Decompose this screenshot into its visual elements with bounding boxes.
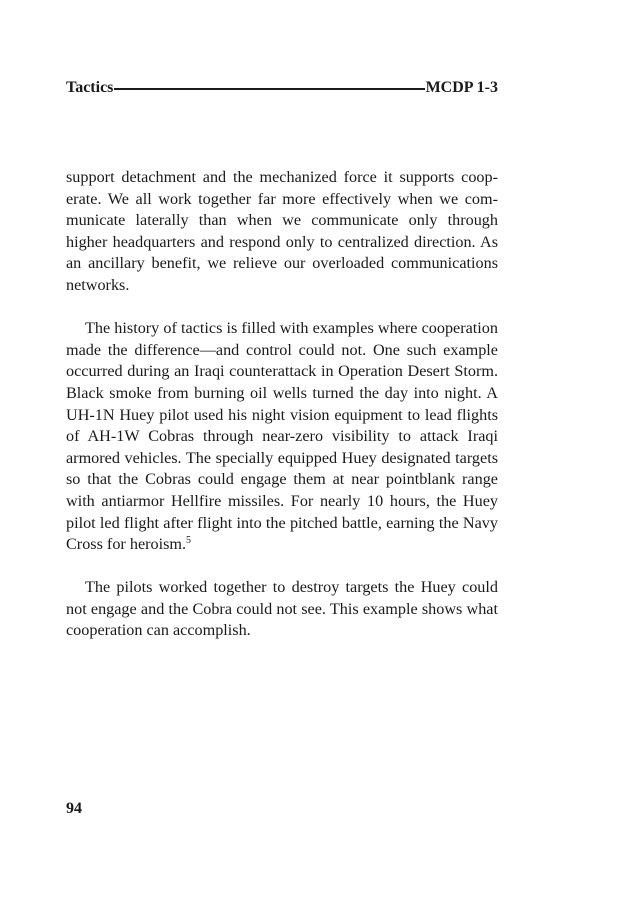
paragraph-continuation — [66, 167, 498, 297]
paragraph-text: The pilots worked together to destroy targets the Huey could not engage and the Cobra could not see. This example shows what cooperation can accomplish. — [66, 578, 498, 640]
body-text — [66, 167, 498, 664]
paragraph-desert-storm-example — [66, 318, 498, 556]
paragraph-conclusion — [66, 577, 498, 642]
header-publication-id: MCDP 1-3 — [425, 79, 498, 96]
header-section-title: Tactics — [66, 79, 114, 96]
paragraph-text: support detachment and the mechanized force it supports cooperate. We all work together far more effectively when we communicate laterally than when we communicate only through higher headquarters and respond only to centralized direction. As an ancillary benefit, we relieve our overloaded communications networks. — [66, 168, 498, 294]
header-rule — [114, 88, 424, 90]
page-number: 94 — [66, 800, 82, 817]
footnote-reference: 5 — [186, 535, 192, 547]
running-header — [66, 78, 498, 98]
paragraph-text: The history of tactics is filled with examples where cooperation made the difference—and control could not. One such example occurred during an Iraqi counterattack in Operation Desert Storm. Black smoke from burning oil wells turned the day into night. A UH-1N Huey pilot used his night vision equipment to lead flights of AH-1W Cobras through near-zero visibility to attack Iraqi armored vehicles. The specially equipped Huey designated targets so that the Cobras could engage them at near pointblank range with antiarmor Hellfire missiles. For nearly 10 hours, the Huey pilot led flight after flight into the pitched battle, earning the Navy Cross for heroism. — [66, 319, 498, 554]
